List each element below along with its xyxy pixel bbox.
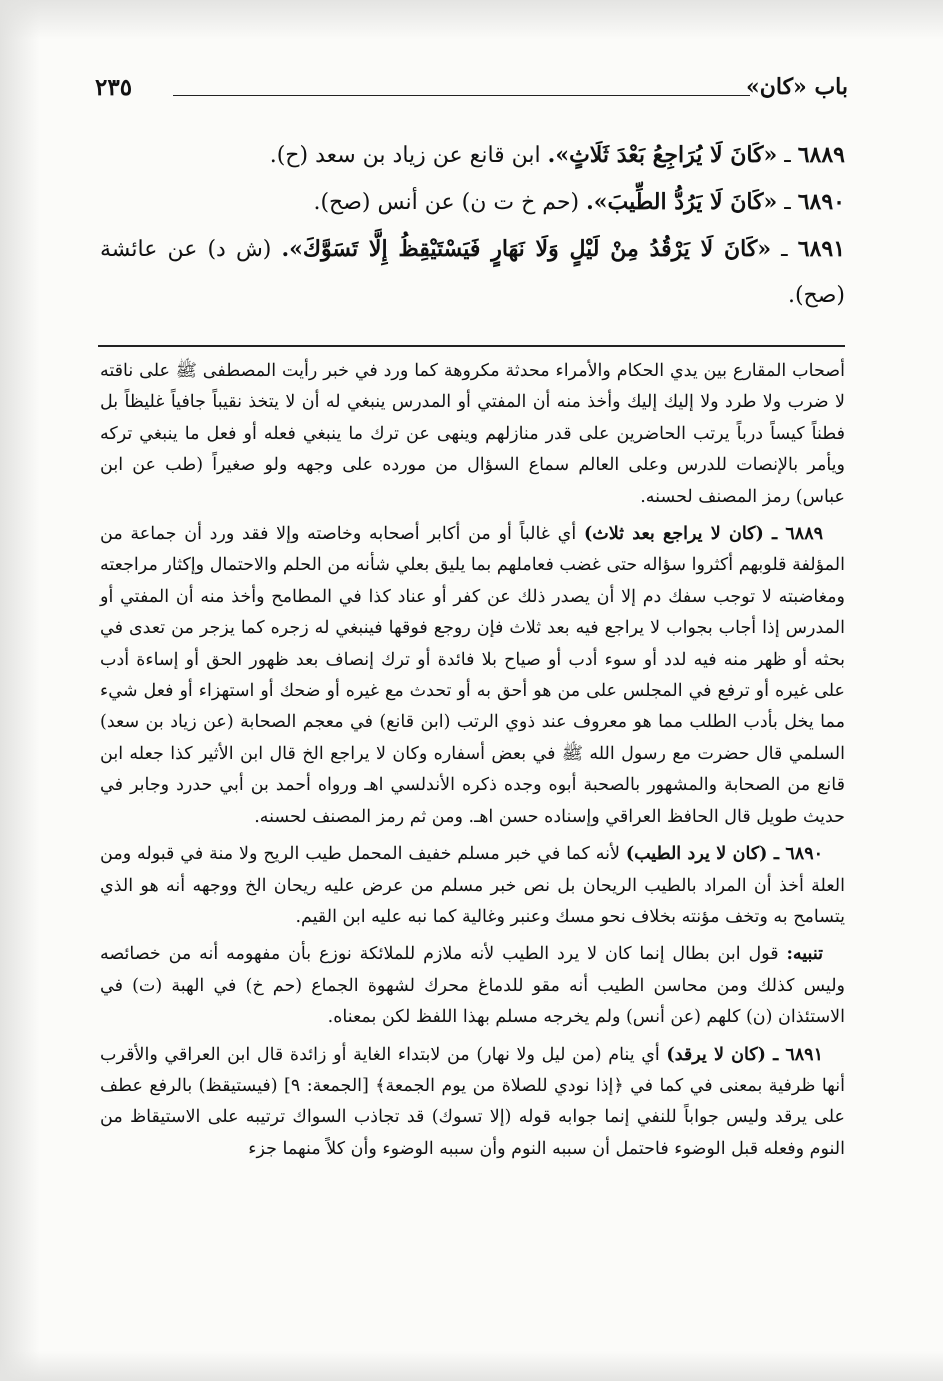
entry-source: ابن قانع عن زياد بن سعد (ح). bbox=[269, 143, 541, 168]
commentary-lead: ٦٨٩٠ ـ (كان لا يرد الطيب) bbox=[625, 844, 823, 865]
hadith-entries bbox=[100, 132, 845, 319]
commentary-paragraph bbox=[100, 1040, 845, 1166]
commentary-paragraph bbox=[100, 519, 845, 833]
commentary-lead: ٦٨٨٩ ـ (كان لا يراجع بعد ثلاث) bbox=[583, 524, 824, 545]
commentary-paragraph bbox=[100, 839, 845, 933]
page-number: ٢٣٥ bbox=[95, 74, 133, 101]
scan-shadow-top bbox=[0, 0, 943, 40]
commentary-lead: ٦٨٩١ ـ (كان لا يرقد) bbox=[666, 1044, 823, 1065]
entry-text: «كَانَ لَا يَرْقُدُ مِنْ لَيْلٍ وَلَا نَهَارٍ فَيَسْتَيْقِظُ إِلَّا تَسَوَّكَ». bbox=[281, 236, 772, 262]
commentary bbox=[100, 356, 845, 1171]
hadith-entry: ٦٨٩١ ـ «كَانَ لَا يَرْقُدُ مِنْ لَيْلٍ وَلَا نَهَارٍ فَيَسْتَيْقِظُ إِلَّا تَسَوَّكَ». (ش د) عن عائشة (صح). bbox=[100, 236, 846, 308]
entry-number: ٦٨٩١ bbox=[797, 236, 846, 262]
commentary-text: أي ينام (من ليل ولا نهار) من لابتداء الغاية أو زائدة قال ابن العراقي والأقرب أنها ظرفية بمعنى في كما في ﴿إذا نودي للصلاة من يوم الجمعة﴾ [الجمعة: ٩] (فيستيقظ) بالرفع عطف على يرقد وليس جواباً للنفي إنما جوابه قوله (إلا تسوك) قد تجاذب السواك ترتيبه على الاستيقاظ من النوم وفعله قبل الوضوء فاحتمل أن سببه النوم وأن سببه الوضوء وأن كلاً منهما جزء bbox=[100, 1044, 845, 1159]
commentary-paragraph bbox=[100, 356, 845, 513]
header-rule bbox=[173, 95, 750, 96]
commentary-text: قول ابن بطال إنما كان لا يرد الطيب لأنه ملازم للملائكة نوزع بأن مفهومه أنه من خصائصه وليس كذلك ومن محاسن الطيب أنه مقو للدماغ محرك لشهوة الجماع (حم خ) في الهبة (ت) في الاستئذان (ن) كلهم (عن أنس) ولم يخرجه مسلم بهذا اللفظ لكن بمعناه. bbox=[100, 944, 845, 1028]
entry-text: «كَانَ لَا يُرَاجِعُ بَعْدَ ثَلَاثٍ». bbox=[547, 142, 778, 168]
footnote-divider bbox=[98, 345, 845, 347]
scan-shadow-bottom bbox=[0, 1351, 943, 1381]
hadith-entry: ٦٨٩٠ ـ «كَانَ لَا يَرُدُّ الطِّيبَ». (حم خ ت ن) عن أنس (صح). bbox=[313, 189, 845, 215]
entry-source: (حم خ ت ن) عن أنس (صح). bbox=[313, 190, 580, 215]
commentary-text: أصحاب المقارع بين يدي الحكام والأمراء محدثة مكروهة كما ورد في خبر رأيت المصطفى ﷺ على ناقته لا ضرب ولا طرد ولا إليك إليك وأخذ منه أن المفتي أو المدرس ينبغي له أن لا يتخذ نقيباً جافياً غليظاً بل فطناً كيساً درباً يرتب الحاضرين على قدر منازلهم وينهى عن ترك ما ينبغي فعله أو فعل ما ينبغي تركه ويأمر بالإنصات للدرس وعلى العالم سماع السؤال من مورده على وجهه ولو صغيراً (طب عن ابن عباس) رمز المصنف لحسنه. bbox=[100, 361, 845, 507]
commentary-paragraph bbox=[100, 939, 845, 1033]
entry-source: (ش د) عن عائشة (صح). bbox=[100, 237, 845, 308]
scan-shadow-left bbox=[0, 0, 40, 1381]
running-header bbox=[95, 74, 848, 108]
chapter-title: باب «كان» bbox=[745, 74, 848, 100]
entry-text: «كَانَ لَا يَرُدُّ الطِّيبَ». bbox=[586, 189, 778, 215]
hadith-entry: ٦٨٨٩ ـ «كَانَ لَا يُرَاجِعُ بَعْدَ ثَلَاثٍ». ابن قانع عن زياد بن سعد (ح). bbox=[269, 142, 845, 168]
commentary-text: لأنه كما في خبر مسلم خفيف المحمل طيب الريح ولا منة في قبوله ومن العلة أخذ أن المراد بالطيب الريحان بل نص خبر مسلم من عرض عليه ريحان الخ ووجهه أنه هو الذي يتسامح به وتخف مؤنته بخلاف نحو مسك وعنبر وغالية كما نبه عليه ابن القيم. bbox=[100, 844, 845, 927]
entry-number: ٦٨٨٩ bbox=[797, 142, 845, 168]
commentary-lead: تنبيه: bbox=[786, 944, 823, 965]
commentary-text: أي غالباً أو من أكابر أصحابه وخاصته وإلا فقد ورد أن جماعة من المؤلفة قلوبهم أكثروا سؤاله حتى غضب فعاملهم بما يليق بعلي شأنه من الحلم والاحتمال وإكثار مراجعته ومغاضبته لا توجب سفك دم إلا أن يصدر ذلك عن كفر أو عناد كذا في المطامح وأخذ منه أن المفتي أو المدرس إذا أجاب بجواب لا يراجع فيه بعد ثلاث فإن روجع فوقها فينبغي له زجره كما يزجر من تعدى في بحثه أو ظهر منه فيه لدد أو سوء أدب أو صياح بلا فائدة أو ترك إنصاف بعد ظهور الحق أو إساءة أدب على غيره أو ترفع في المجلس على من هو أحق به أو تحدث مع غيره أو ضحك أو استهزاء أو فعل شيء مما يخل بأدب الطلب مما هو معروف عند ذوي الرتب (ابن قانع) في معجم الصحابة (عن زياد بن سعد) السلمي قال حضرت مع رسول الله ﷺ في بعض أسفاره وكان لا يراجع الخ قال ابن الأثير كذا جعله ابن قانع من الصحابة والمشهور بالصحبة أبوه وجده ذكره الأندلسي اهـ ورواه أحمد بن أبي حدرد وجابر في حديث طويل قال الحافظ العراقي وإسناده حسن اهـ. ومن ثم رمز المصنف لحسنه. bbox=[100, 524, 845, 827]
entry-number: ٦٨٩٠ bbox=[797, 189, 845, 215]
